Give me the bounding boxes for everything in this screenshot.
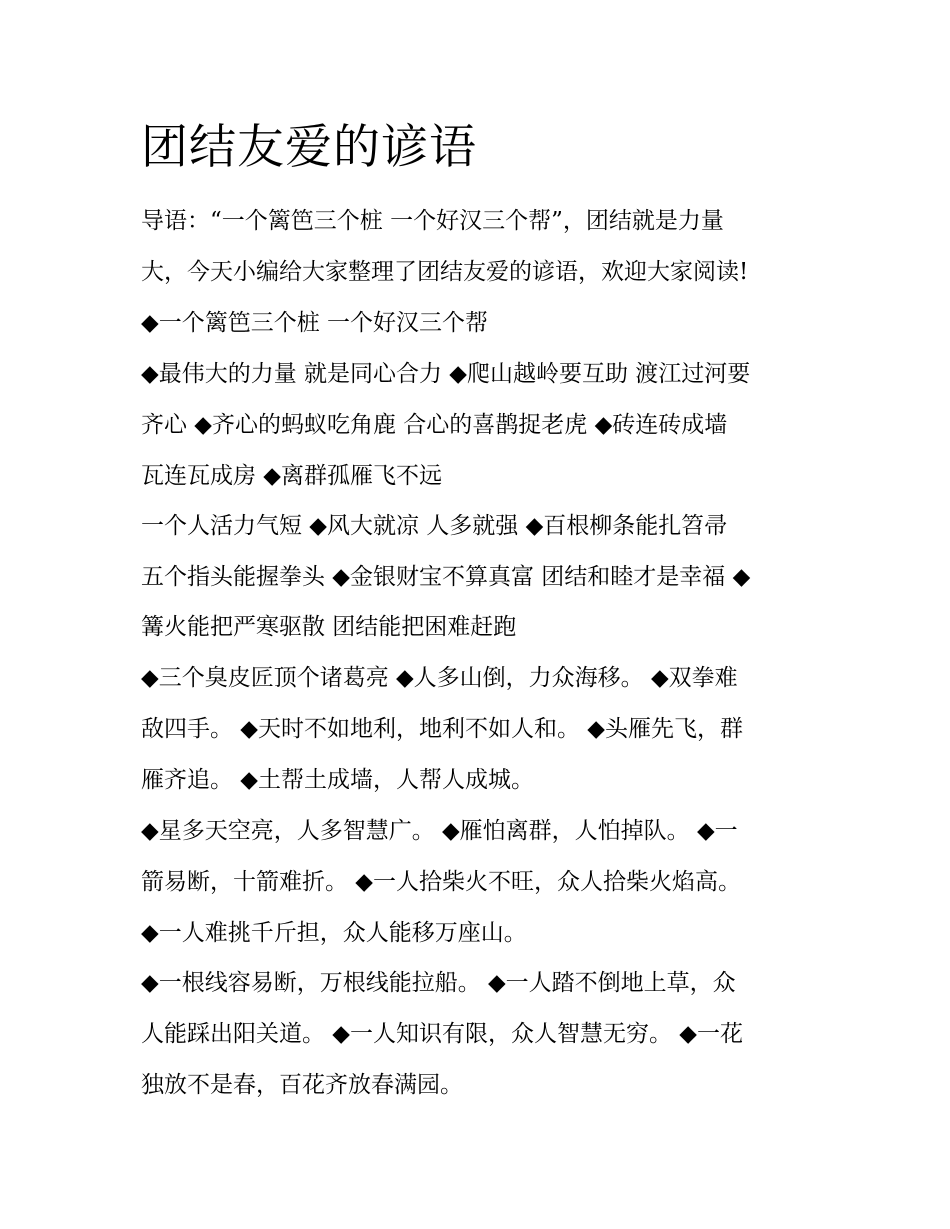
proverb-line: ◆一人难挑千斤担，众人能移万座山。 [141, 920, 527, 946]
proverb-line: 箭易断，十箭难折。 ◆一人拾柴火不旺，众人拾柴火焰高。 [141, 869, 741, 895]
intro-line-1: 导语：“一个篱笆三个桩 一个好汉三个帮”，团结就是力量 [141, 208, 724, 234]
proverb-line: 齐心 ◆齐心的蚂蚁吃角鹿 合心的喜鹊捉老虎 ◆砖连砖成墙 [141, 412, 728, 438]
proverb-line: ◆三个臭皮匠顶个诸葛亮 ◆人多山倒，力众海移。 ◆双拳难 [141, 665, 738, 691]
intro-line-2: 大，今天小编给大家整理了团结友爱的谚语，欢迎大家阅读! [141, 259, 749, 285]
proverb-line: 敌四手。 ◆天时不如地利，地利不如人和。 ◆头雁先飞，群 [141, 716, 743, 742]
proverb-line: 雁齐追。 ◆土帮土成墙，人帮人成城。 [141, 767, 534, 793]
proverb-line: ◆星多天空亮，人多智慧广。 ◆雁怕离群，人怕掉队。 ◆一 [141, 818, 738, 844]
proverb-line: 篝火能把严寒驱散 团结能把困难赶跑 [141, 614, 517, 640]
proverb-line: 独放不是春，百花齐放春满园。 [141, 1072, 463, 1098]
proverb-line: 一个人活力气短 ◆风大就凉 人多就强 ◆百根柳条能扎笤帚 [141, 513, 728, 539]
proverb-line: 人能踩出阳关道。 ◆一人知识有限，众人智慧无穷。 ◆一花 [141, 1021, 743, 1047]
proverb-line: 瓦连瓦成房 ◆离群孤雁飞不远 [141, 463, 442, 489]
proverb-line: ◆最伟大的力量 就是同心合力 ◆爬山越岭要互助 渡江过河要 [141, 361, 751, 387]
proverb-line: ◆一个篱笆三个桩 一个好汉三个帮 [141, 310, 488, 336]
page-title: 团结友爱的谚语 [141, 120, 477, 175]
proverb-line: 五个指头能握拳头 ◆金银财宝不算真富 团结和睦才是幸福 ◆ [141, 564, 751, 590]
proverb-line: ◆一根线容易断，万根线能拉船。 ◆一人踏不倒地上草，众 [141, 970, 736, 996]
